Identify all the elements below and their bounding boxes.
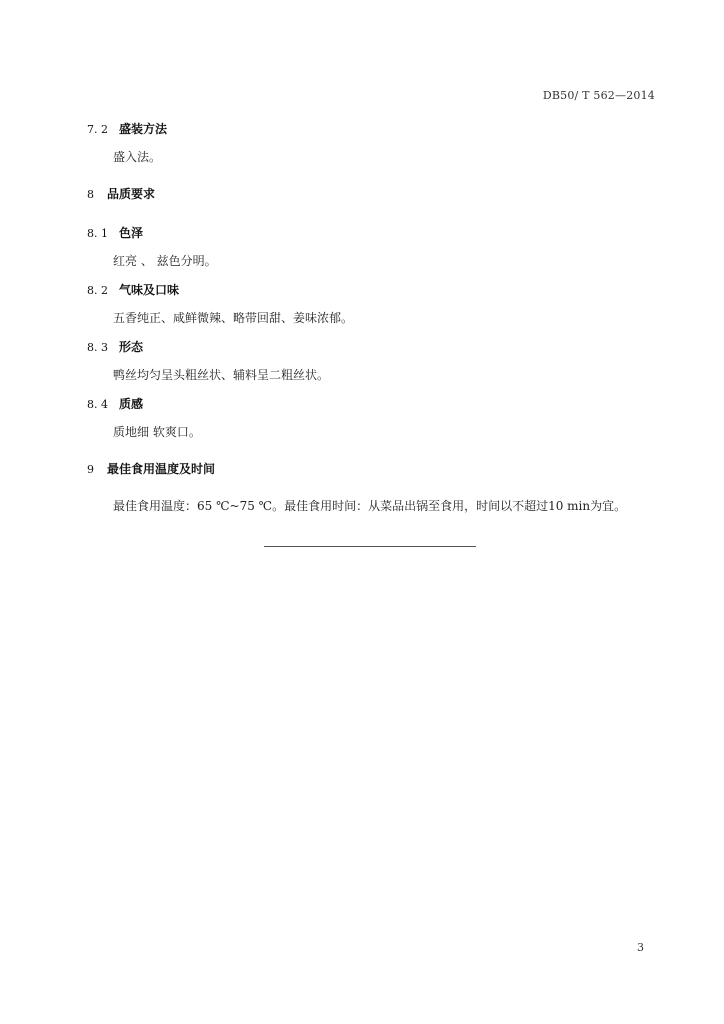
section-title: 盛装方法 (119, 122, 168, 136)
section-heading-9 (87, 460, 215, 477)
section-number: 9 (87, 463, 94, 476)
section-title: 气味及口味 (119, 283, 180, 297)
section-title: 最佳食用温度及时间 (107, 462, 216, 476)
section-heading-7-2 (87, 120, 167, 137)
section-number: 7. 2 (87, 123, 108, 136)
section-number: 8. 1 (87, 227, 108, 240)
document-code-header: DB50/ T 562—2014 (542, 89, 655, 102)
end-of-document-rule (264, 546, 476, 547)
section-heading-8-3 (87, 338, 143, 355)
section-heading-8 (87, 185, 155, 202)
section-title: 色泽 (119, 226, 144, 240)
section-heading-8-1 (87, 224, 143, 241)
section-text-7-2: 盛入法。 (113, 150, 162, 164)
section-text-8-4: 质地细 软爽口。 (113, 425, 201, 439)
section-text-8-2: 五香纯正、咸鲜微辣、略带回甜、姜味浓郁。 (113, 311, 354, 325)
section-heading-8-4 (87, 395, 143, 412)
section-text-9: 最佳食用温度：65 ℃~75 ℃。最佳食用时间：从菜品出锅至食用，时间以不超过10 min为宜。 (113, 499, 627, 513)
page-number: 3 (637, 941, 644, 954)
section-text-8-1: 红亮 、 兹色分明。 (113, 254, 217, 268)
section-number: 8. 3 (87, 341, 108, 354)
section-number: 8 (87, 188, 94, 201)
section-number: 8. 4 (87, 398, 108, 411)
section-title: 品质要求 (107, 187, 156, 201)
section-title: 质感 (119, 397, 144, 411)
section-number: 8. 2 (87, 284, 108, 297)
section-title: 形态 (119, 340, 144, 354)
section-heading-8-2 (87, 281, 179, 298)
section-text-8-3: 鸭丝均匀呈头粗丝状、辅料呈二粗丝状。 (113, 368, 330, 382)
